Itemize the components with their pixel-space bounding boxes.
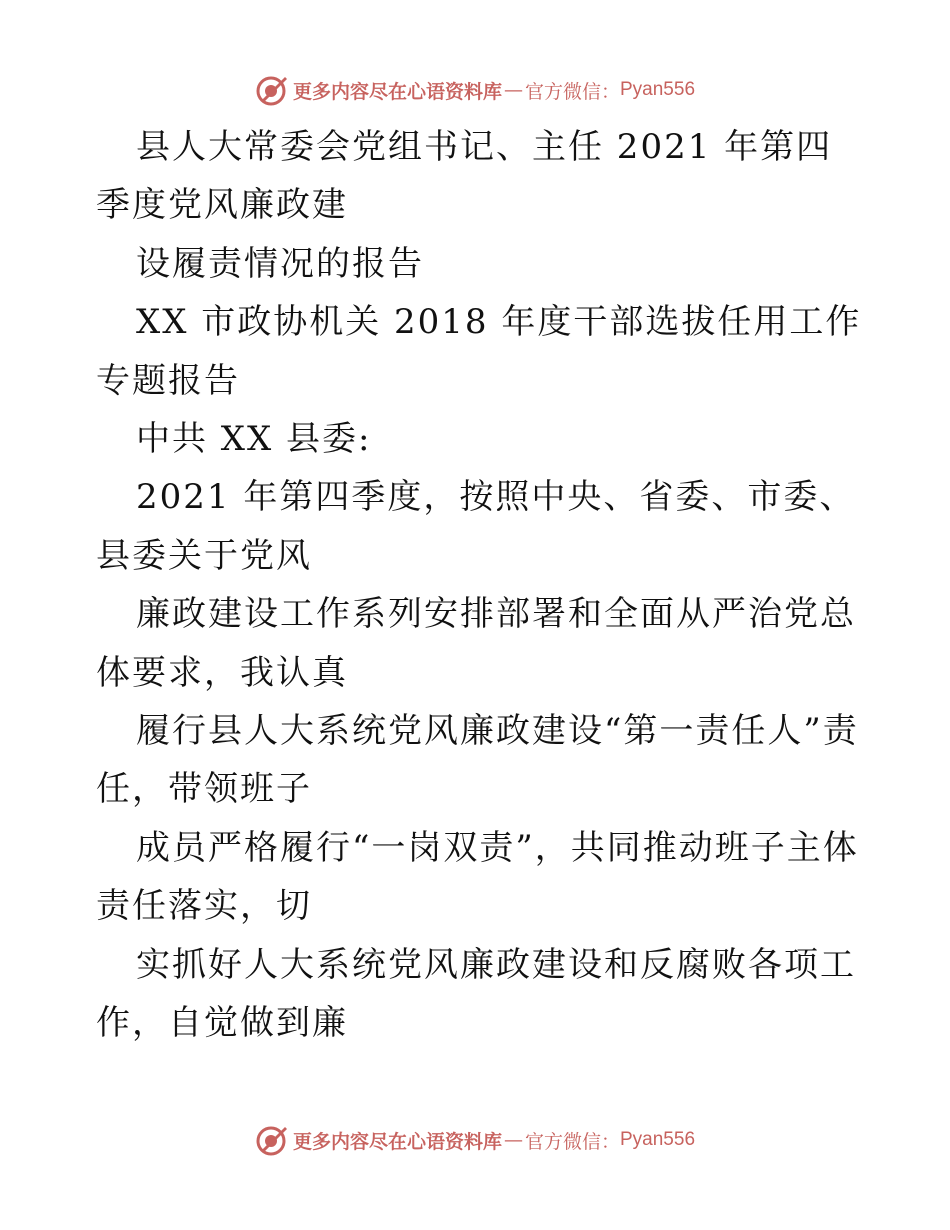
paragraph: 成员严格履行“一岗双责”，共同推动班子主体责任落实，切 <box>96 827 859 927</box>
banner-text: 更多内容尽在心语资料库 <box>292 1130 502 1153</box>
footer-watermark-banner <box>0 1120 950 1160</box>
paragraph: 廉政建设工作系列安排部署和全面从严治党总体要求，我认真 <box>96 594 856 693</box>
paragraph: 实抓好人大系统党风廉政建设和反腐败各项工作，自觉做到廉 <box>96 944 856 1044</box>
banner-separator: — <box>503 79 523 101</box>
pen-logo-icon <box>255 1123 289 1157</box>
paragraph: XX 市政协机关 2018 年度干部选拔任用工作专题报告 <box>96 302 862 401</box>
document-body <box>96 118 866 1053</box>
banner-text: 更多内容尽在心语资料库 <box>292 80 502 103</box>
header-watermark-banner <box>0 70 950 110</box>
paragraph: 中共 XX 县委: <box>136 419 372 460</box>
paragraph: 履行县人大系统党风廉政建设“第一责任人”责任，带领班子 <box>96 711 859 810</box>
paragraph: 2021 年第四季度，按照中央、省委、市委、县委关于党风 <box>96 477 856 576</box>
paragraph: 设履责情况的报告 <box>136 243 424 284</box>
pen-logo-icon <box>255 73 289 107</box>
banner-separator: — <box>503 1129 523 1151</box>
banner-wechat-id: Pyan556 <box>620 79 696 100</box>
banner-wechat-label: 官方微信： <box>524 80 620 103</box>
paragraph: 县人大常委会党组书记、主任 2021 年第四季度党风廉政建 <box>96 127 833 226</box>
banner-wechat-id: Pyan556 <box>620 1129 696 1150</box>
banner-wechat-label: 官方微信： <box>524 1130 620 1153</box>
